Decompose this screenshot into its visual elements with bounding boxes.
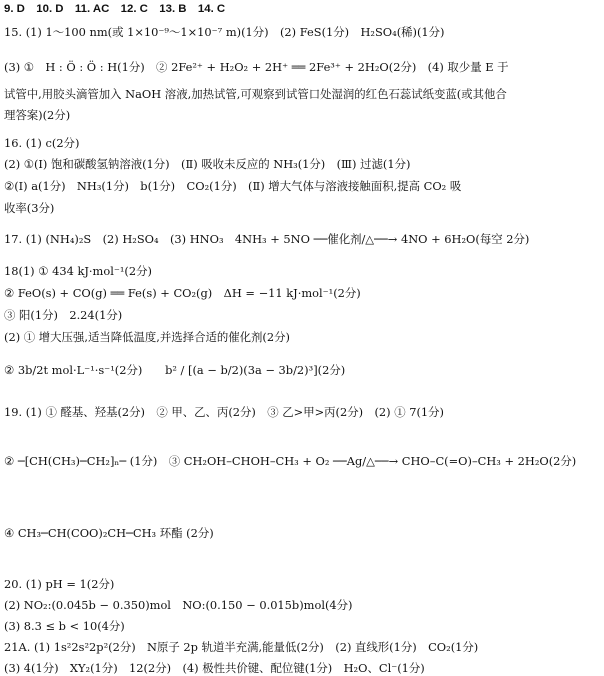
- line-q18-2: ② FeO(s) + CO(g) ══ Fe(s) + CO₂(g) ΔH = −11 kJ·mol⁻¹(2分): [4, 286, 361, 300]
- line-q19-3: ④ CH₃─CH(COO)₂CH─CH₃ 环酯 (2分): [4, 526, 214, 540]
- line-q21-1: 21A. (1) 1s²2s²2p²(2分) N原子 2p 轨道半充满,能量低(2分) (2) 直线形(1分) CO₂(1分): [4, 640, 479, 654]
- line-q19-2: ② ─[CH(CH₃)─CH₂]ₙ─ (1分) ③ CH₂OH–CHOH–CH₃ + O₂ ──Ag/△──→ CHO–C(=O)–CH₃ + 2H₂O(2分): [4, 454, 577, 468]
- line-q17: 17. (1) (NH₄)₂S (2) H₂SO₄ (3) HNO₃ 4NH₃ + 5NO ──催化剂/△──→ 4NO + 6H₂O(每空 2分): [4, 232, 530, 246]
- line-q18-4: (2) ① 增大压强,适当降低温度,并选择合适的催化剂(2分): [4, 330, 290, 344]
- line-q16-1: 16. (1) c(2分): [4, 136, 80, 150]
- line-mcq-answers: 9. D 10. D 11. AC 12. C 13. B 14. C: [4, 3, 226, 15]
- line-q16-2a: (2) ①(Ⅰ) 饱和碳酸氢钠溶液(1分) (Ⅱ) 吸收未反应的 NH₃(1分) (Ⅲ) 过滤(1分): [4, 157, 411, 171]
- line-q15-3: (3) ① H : Ö : Ö : H(1分) ② 2Fe²⁺ + H₂O₂ + 2H⁺ ══ 2Fe³⁺ + 2H₂O(2分) (4) 取少量 E 于: [4, 60, 509, 74]
- line-q20-2: (2) NO₂:(0.045b − 0.350)mol NO:(0.150 − 0.015b)mol(4分): [4, 598, 353, 612]
- line-q16-2c: 收率(3分): [4, 201, 55, 215]
- line-q15-4a: 试管中,用胶头滴管加入 NaOH 溶液,加热试管,可观察到试管口处湿润的红色石蕊试纸变蓝(或其他合: [4, 87, 507, 101]
- line-q18-1: 18(1) ① 434 kJ·mol⁻¹(2分): [4, 264, 152, 278]
- line-q18-3: ③ 阳(1分) 2.24(1分): [4, 308, 123, 322]
- line-q20-3: (3) 8.3 ≤ b < 10(4分): [4, 619, 125, 633]
- line-q15-1: 15. (1) 1～100 nm(或 1×10⁻⁹～1×10⁻⁷ m)(1分) (2) FeS(1分) H₂SO₄(稀)(1分): [4, 25, 445, 39]
- line-q15-4b: 理答案)(2分): [4, 108, 71, 122]
- line-q21-2: (3) 4(1分) XY₂(1分) 12(2分) (4) 极性共价键、配位键(1分) H₂O、Cl⁻(1分): [4, 661, 425, 675]
- line-q18-5: ② 3b/2t mol·L⁻¹·s⁻¹(2分) b² / [(a − b/2)(3a − 3b/2)³](2分): [4, 363, 346, 377]
- line-q19-1: 19. (1) ① 醛基、羟基(2分) ② 甲、乙、丙(2分) ③ 乙>甲>丙(2分) (2) ① 7(1分): [4, 405, 444, 419]
- line-q20-1: 20. (1) pH = 1(2分): [4, 577, 115, 591]
- line-q16-2b: ②(Ⅰ) a(1分) NH₃(1分) b(1分) CO₂(1分) (Ⅱ) 增大气体与溶液接触面积,提高 CO₂ 吸: [4, 179, 462, 193]
